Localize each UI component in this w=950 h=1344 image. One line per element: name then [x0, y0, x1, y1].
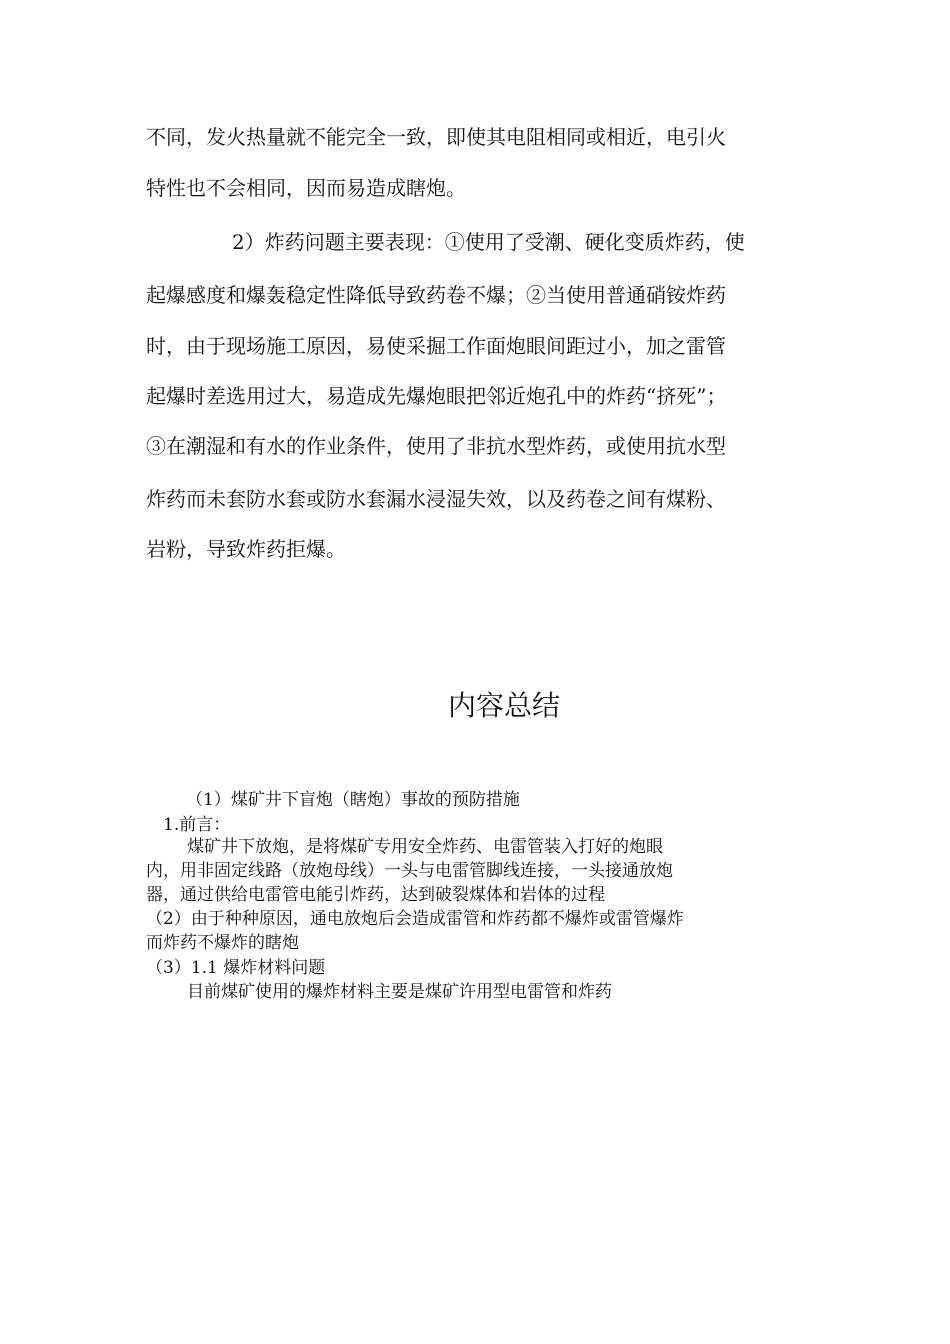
summary-line-7: 而炸药不爆炸的瞎炮 [146, 933, 299, 953]
summary-line-9: 目前煤矿使用的爆炸材料主要是煤矿许用型电雷管和炸药 [187, 982, 612, 1002]
body-line-4: 起爆感度和爆轰稳定性降低导致药卷不爆；②当使用普通硝铵炸药 [146, 283, 726, 307]
summary-line-1: （1）煤矿井下盲炮（瞎炮）事故的预防措施 [186, 790, 520, 810]
body-line-8: 炸药而未套防水套或防水套漏水浸湿失效，以及药卷之间有煤粉、 [146, 487, 726, 511]
body-line-2: 特性也不会相同，因而易造成瞎炮。 [146, 176, 466, 200]
summary-line-3: 煤矿井下放炮，是将煤矿专用安全炸药、电雷管装入打好的炮眼 [187, 837, 663, 857]
summary-line-8: （3）1.1 爆炸材料问题 [146, 958, 326, 978]
body-line-6: 起爆时差选用过大，易造成先爆炮眼把邻近炮孔中的炸药“挤死”； [146, 384, 727, 408]
summary-line-6: （2）由于种种原因，通电放炮后会造成雷管和炸药都不爆炸或雷管爆炸 [146, 909, 684, 929]
body-line-5: 时，由于现场施工原因，易使采掘工作面炮眼间距过小，加之雷管 [146, 334, 726, 358]
summary-title: 内容总结 [448, 689, 561, 722]
body-line-3: 2）炸药问题主要表现：①使用了受潮、硬化变质炸药，使 [232, 230, 745, 254]
body-line-7: ③在潮湿和有水的作业条件，使用了非抗水型炸药，或使用抗水型 [146, 434, 726, 458]
summary-line-4: 内，用非固定线路（放炮母线）一头与电雷管脚线连接，一头接通放炮 [146, 861, 673, 881]
summary-line-2: 1.前言： [163, 815, 231, 835]
body-line-9: 岩粉，导致炸药拒爆。 [146, 537, 346, 561]
body-line-1: 不同，发火热量就不能完全一致，即使其电阻相同或相近，电引火 [146, 125, 726, 149]
summary-line-5: 器，通过供给电雷管电能引炸药，达到破裂煤体和岩体的过程 [146, 885, 605, 905]
